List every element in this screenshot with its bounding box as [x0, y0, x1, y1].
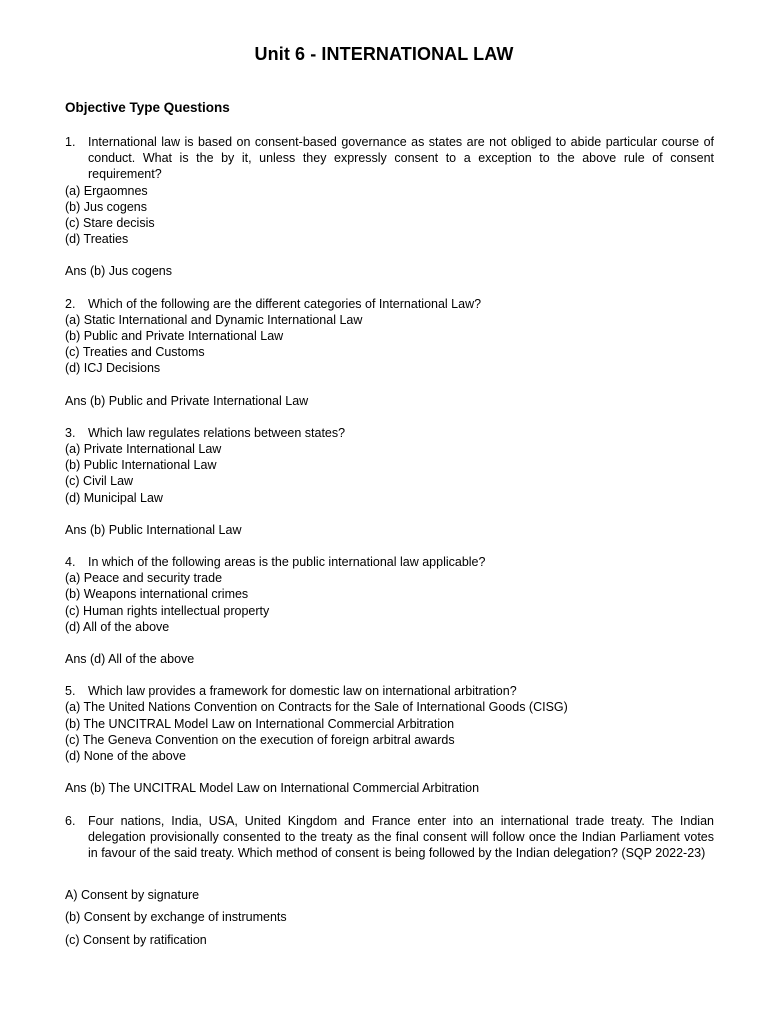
option-a: (a) The United Nations Convention on Contracts for the Sale of International Goods (CISG) [65, 700, 568, 715]
option-a: (a) Peace and security trade [65, 571, 223, 586]
question-text: Four nations, India, USA, United Kingdom and France enter into an international trade treaty. The Indian delegation provisionally consented to the treaty as the final consent will follow once the Indian Parliament votes in favour of the said treaty. Which method of consent is being followed by the Indian delegation? (SQP 2022-23) [88, 813, 714, 860]
option-a: A) Consent by signature [65, 888, 200, 903]
question-2 [65, 296, 714, 409]
question-text: Which of the following are the different categories of International Law? [88, 296, 482, 311]
question-1 [65, 134, 714, 280]
question-5 [65, 683, 714, 796]
question-text: In which of the following areas is the public international law applicable? [88, 555, 486, 570]
option-c: (c) Consent by ratification [65, 932, 207, 947]
page-title: Unit 6 - INTERNATIONAL LAW [254, 44, 514, 64]
option-b: (b) Jus cogens [65, 199, 147, 214]
answer: Ans (b) Public and Private International Law [65, 393, 309, 408]
section-heading: Objective Type Questions [65, 100, 230, 115]
option-a: (a) Static International and Dynamic International Law [65, 312, 363, 327]
option-d: (d) None of the above [65, 749, 186, 764]
option-a: (a) Private International Law [65, 442, 222, 457]
option-c: (c) Treaties and Customs [65, 345, 205, 360]
question-number: 1. [65, 135, 76, 149]
option-b: (b) The UNCITRAL Model Law on International Commercial Arbitration [65, 716, 455, 731]
option-c: (c) Human rights intellectual property [65, 603, 270, 618]
option-d: (d) All of the above [65, 619, 170, 634]
answer: Ans (b) Jus cogens [65, 264, 172, 279]
answer: Ans (b) Public International Law [65, 522, 242, 537]
question-3 [65, 425, 714, 538]
answer: Ans (d) All of the above [65, 652, 195, 667]
option-a: (a) Ergaomnes [65, 183, 148, 198]
question-6 [65, 813, 714, 948]
question-number: 5. [65, 684, 76, 699]
option-b: (b) Public International Law [65, 458, 217, 473]
option-c: (c) Stare decisis [65, 216, 155, 231]
option-b: (b) Weapons international crimes [65, 587, 249, 602]
question-number: 2. [65, 296, 76, 311]
question-text: Which law provides a framework for domestic law on international arbitration? [88, 684, 517, 699]
answer: Ans (b) The UNCITRAL Model Law on International Commercial Arbitration [65, 781, 480, 796]
option-c: (c) The Geneva Convention on the execution of foreign arbitral awards [65, 732, 455, 747]
question-number: 6. [65, 813, 76, 828]
question-number: 3. [65, 425, 76, 440]
question-number: 4. [65, 555, 76, 570]
question-text: Which law regulates relations between states? [88, 425, 346, 440]
questions-list [65, 134, 714, 954]
option-b: (b) Consent by exchange of instruments [65, 910, 287, 925]
question-4 [65, 554, 714, 667]
option-d: (d) ICJ Decisions [65, 361, 161, 376]
question-text: International law is based on consent-based governance as states are not obliged to abide particular course of conduct. What is the by it, unless they expressly consent to a exception to the above rule of consent requirement? [88, 135, 714, 182]
option-b: (b) Public and Private International Law [65, 329, 284, 344]
option-d: (d) Municipal Law [65, 490, 163, 505]
option-c: (c) Civil Law [65, 474, 134, 489]
option-d: (d) Treaties [65, 232, 129, 247]
